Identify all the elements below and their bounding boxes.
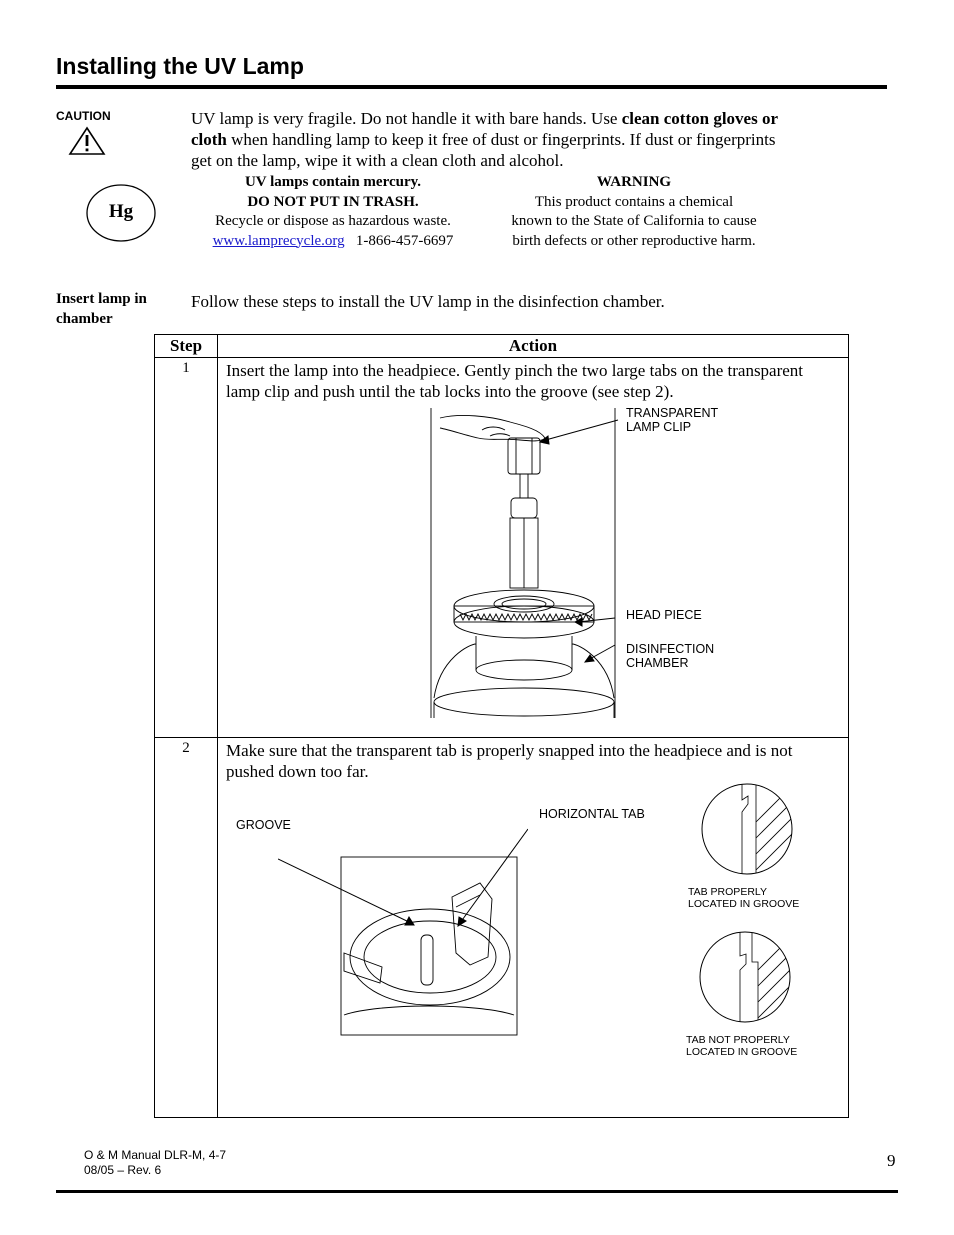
caution-text-bold: clean cotton gloves or cloth	[191, 109, 778, 149]
proper-label-line2: LOCATED IN GROOVE	[688, 898, 800, 910]
caution-label: CAUTION	[56, 109, 111, 123]
title-rule	[56, 85, 887, 89]
lamprecycle-link[interactable]: www.lamprecycle.org	[212, 232, 345, 249]
mercury-notice	[183, 173, 483, 251]
step-action-cell	[218, 358, 849, 738]
footer-doc-line1: O & M Manual DLR-M, 4-7	[84, 1148, 227, 1162]
footer-doc-line2: 08/05 – Rev. 6	[84, 1163, 162, 1177]
lamp-insertion-drawing	[430, 408, 620, 720]
caution-text-part2: when handling lamp to keep it free of dust or fingerprints. If dust or fingerprints get on the lamp, wipe it with a clean cloth and alcohol.	[191, 130, 776, 170]
step-action-cell	[218, 738, 849, 1118]
tab-not-proper-detail	[698, 930, 792, 1024]
warning-notice	[486, 173, 782, 251]
warning-triangle-icon	[68, 126, 106, 156]
page-title: Installing the UV Lamp	[56, 53, 304, 79]
horizontal-tab-label: HORIZONTAL TAB	[539, 807, 645, 821]
step-action-text: Make sure that the transparent tab is properly snapped into the headpiece and is not pushed down too far.	[226, 741, 793, 781]
table-row	[155, 358, 849, 738]
hg-symbol-text: Hg	[108, 201, 134, 222]
groove-tab-drawing	[278, 807, 528, 1037]
mercury-line2: DO NOT PUT IN TRASH.	[247, 193, 419, 210]
step-number: 2	[155, 738, 218, 1118]
lamp-insertion-figure	[218, 402, 848, 732]
transparent-lamp-clip-label	[626, 406, 718, 434]
tab-not-proper-label	[686, 1034, 797, 1058]
steps-table	[154, 334, 849, 1118]
warning-line3: birth defects or other reproductive harm.	[512, 232, 756, 249]
page-number: 9	[887, 1151, 896, 1170]
tab-groove-figure	[218, 782, 848, 1112]
tab-proper-label	[688, 886, 799, 910]
mercury-phone: 1-866-457-6697	[355, 232, 454, 249]
section-intro: Follow these steps to install the UV lamp in the disinfection chamber.	[191, 292, 665, 311]
mercury-line3: Recycle or dispose as hazardous waste.	[215, 213, 451, 229]
tab-proper-detail	[700, 782, 794, 876]
proper-label-line1: TAB PROPERLY	[688, 886, 767, 898]
step-column-header: Step	[155, 335, 218, 358]
chamber-label-line1: DISINFECTION	[626, 642, 715, 656]
step-action-text: Insert the lamp into the headpiece. Gently pinch the two large tabs on the transparent lamp clip and push until the tab locks into the groove (see step 2).	[226, 361, 804, 401]
section-heading: Insert lamp in chamber	[56, 291, 147, 327]
caution-text	[191, 108, 791, 171]
improper-label-line1: TAB NOT PROPERLY	[686, 1034, 790, 1046]
action-column-header: Action	[218, 335, 849, 358]
mercury-line1: UV lamps contain mercury.	[244, 174, 422, 190]
clip-label-line1: TRANSPARENT	[626, 406, 719, 420]
clip-label-line2: LAMP CLIP	[626, 420, 692, 434]
caution-text-part1: UV lamp is very fragile. Do not handle it with bare hands. Use	[191, 109, 622, 128]
disinfection-chamber-label	[626, 642, 714, 670]
mercury-hg-icon	[86, 184, 156, 242]
head-piece-label: HEAD PIECE	[626, 608, 702, 622]
warning-line2: known to the State of California to cause	[511, 213, 757, 229]
chamber-label-line2: CHAMBER	[626, 656, 689, 670]
warning-line1: This product contains a chemical	[534, 193, 734, 210]
table-row	[155, 738, 849, 1118]
step-number: 1	[155, 358, 218, 738]
footer-rule	[56, 1190, 898, 1193]
groove-label: GROOVE	[236, 818, 291, 832]
warning-title: WARNING	[596, 174, 672, 190]
improper-label-line2: LOCATED IN GROOVE	[686, 1046, 798, 1058]
footer-document-info	[84, 1148, 226, 1178]
